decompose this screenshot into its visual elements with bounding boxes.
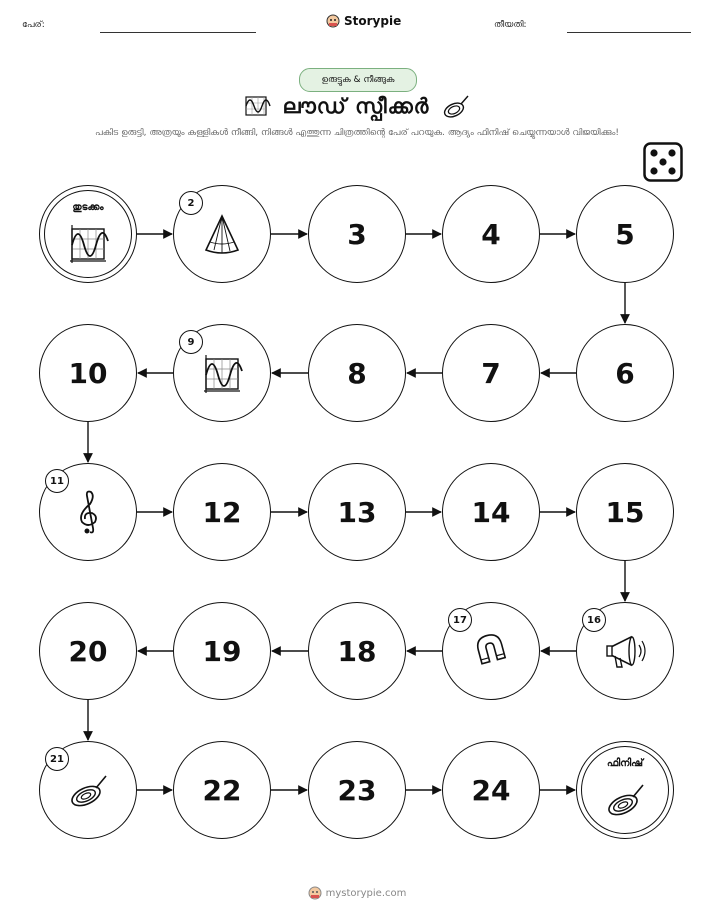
footer-url[interactable]: mystorypie.com bbox=[325, 887, 407, 899]
board-cell-8 bbox=[308, 324, 406, 422]
board-cell-3 bbox=[308, 185, 406, 283]
cell-number: 22 bbox=[202, 773, 242, 807]
board-cell-7 bbox=[442, 324, 540, 422]
page-title: ലൗഡ് സ്പീക്കർ bbox=[282, 93, 430, 118]
board-cell-10 bbox=[39, 324, 137, 422]
brand-name: Storypie bbox=[344, 14, 402, 28]
finish-label: ഫിനിഷ് bbox=[606, 758, 644, 769]
date-label: തീയതി: bbox=[494, 20, 527, 30]
cell-number: 13 bbox=[337, 495, 377, 529]
board-cell-13 bbox=[308, 463, 406, 561]
cone-icon bbox=[198, 210, 246, 258]
cell-number: 15 bbox=[605, 495, 645, 529]
cell-number: 8 bbox=[347, 356, 367, 390]
board-cell-5 bbox=[576, 185, 674, 283]
board-cell-14 bbox=[442, 463, 540, 561]
cell-number-badge: 2 bbox=[179, 191, 203, 215]
cell-number: 20 bbox=[68, 634, 108, 668]
board-cell-25 bbox=[576, 741, 674, 839]
cell-number: 3 bbox=[347, 217, 367, 251]
board-cell-4 bbox=[442, 185, 540, 283]
treble-clef-icon bbox=[64, 488, 112, 536]
board-cell-23 bbox=[308, 741, 406, 839]
coil-icon bbox=[64, 766, 112, 814]
cell-number: 14 bbox=[471, 495, 511, 529]
start-label: തുടക്കം bbox=[72, 202, 104, 213]
cell-number: 18 bbox=[337, 634, 377, 668]
magnet-icon bbox=[467, 627, 515, 675]
mascot-icon bbox=[308, 886, 322, 900]
instructions: പകിട ഉരുട്ടി, അത്രയും കള്ളികൾ നീങ്ങി, നിങ്ങൾ എത്തുന്ന ചിത്രത്തിന്റെ പേര് പറയുക. ആദ്യം ഫിനിഷ് ചെയ്യുന്നയാൾ വിജയിക്കും! bbox=[95, 128, 619, 138]
cell-number: 23 bbox=[337, 773, 377, 807]
board-cell-15 bbox=[576, 463, 674, 561]
cell-number: 6 bbox=[615, 356, 635, 390]
cell-number-badge: 21 bbox=[45, 747, 69, 771]
cell-number: 4 bbox=[481, 217, 501, 251]
cell-number: 12 bbox=[202, 495, 242, 529]
cell-number: 5 bbox=[615, 217, 635, 251]
board-cell-20 bbox=[39, 602, 137, 700]
cell-number: 7 bbox=[481, 356, 501, 390]
graph-icon bbox=[198, 349, 246, 397]
cell-number: 19 bbox=[202, 634, 242, 668]
cell-number: 24 bbox=[471, 773, 511, 807]
cell-number-badge: 17 bbox=[448, 608, 472, 632]
board-cell-12 bbox=[173, 463, 271, 561]
board-cell-24 bbox=[442, 741, 540, 839]
activity-pill: ഉരുട്ടുക & നീങ്ങുക bbox=[299, 68, 417, 92]
board-cell-18 bbox=[308, 602, 406, 700]
board-cell-22 bbox=[173, 741, 271, 839]
name-label: പേര്: bbox=[22, 20, 45, 30]
board-cell-1 bbox=[39, 185, 137, 283]
cell-number-badge: 9 bbox=[179, 330, 203, 354]
megaphone-icon bbox=[601, 627, 649, 675]
cell-number-badge: 11 bbox=[45, 469, 69, 493]
board-cell-19 bbox=[173, 602, 271, 700]
cell-number: 10 bbox=[68, 356, 108, 390]
board-cell-6 bbox=[576, 324, 674, 422]
coil-icon bbox=[601, 775, 649, 823]
footer bbox=[0, 886, 714, 900]
graph-icon bbox=[64, 219, 112, 267]
cell-number-badge: 16 bbox=[582, 608, 606, 632]
